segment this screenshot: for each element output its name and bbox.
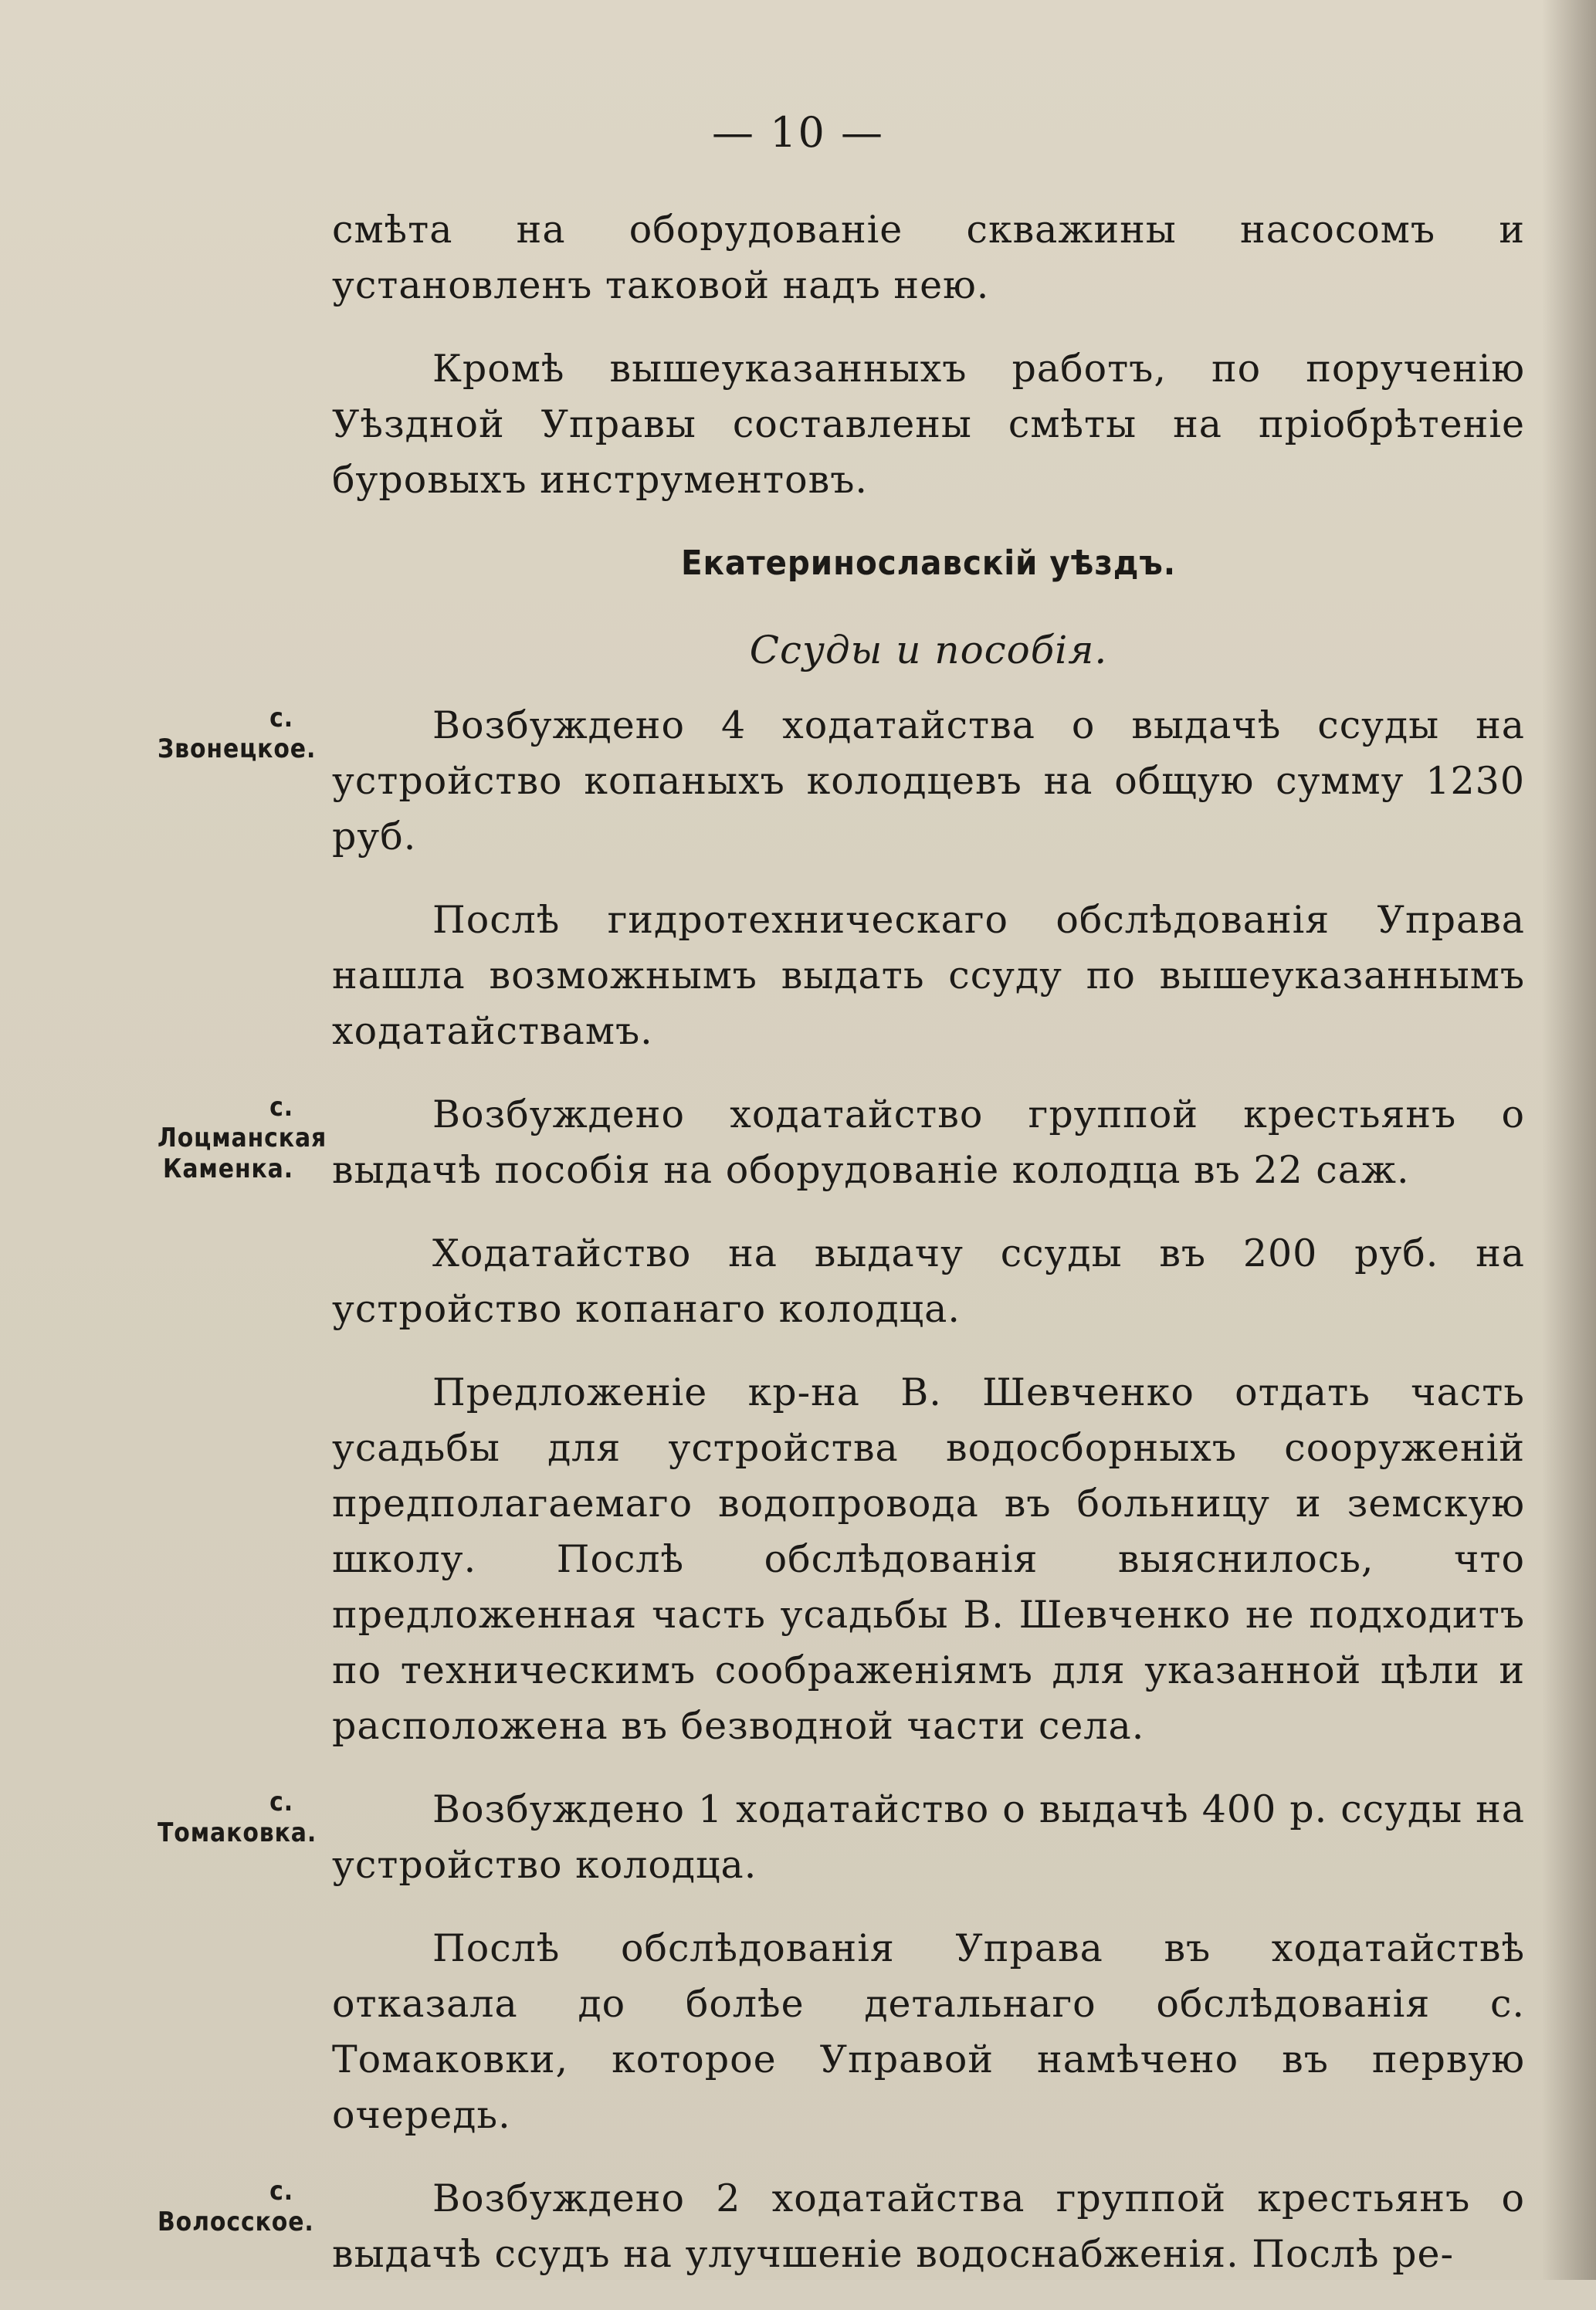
paragraph-intro-1: смѣта на оборудованіе скважины насосомъ и установленъ таковой надъ нею. bbox=[332, 208, 1525, 307]
margin-note-village: с. Томаковка. bbox=[158, 1787, 317, 1848]
margin-note-village: с. Лоцманская Каменка. bbox=[158, 1092, 327, 1184]
paragraph: Ходатайство на выдачу ссуды въ 200 руб. на устройство копанаго колодца. bbox=[332, 1231, 1525, 1331]
paragraph-intro-2: Кромѣ вышеуказанныхъ работъ, по порученію Уѣздной Управы составлены смѣты на пріобрѣтеніе буровыхъ инструментовъ. bbox=[332, 347, 1525, 502]
paragraph: Возбуждено ходатайство группой крестьянъ о выдачѣ пособія на оборудованіе колодца въ 22 саж. bbox=[332, 1092, 1525, 1192]
paragraph: Возбуждено 4 ходатайства о выдачѣ ссуды на устройство копаныхъ колодцевъ на общую сумму 1230 руб. bbox=[332, 703, 1525, 859]
page-edge-shadow bbox=[1542, 0, 1596, 2280]
village-block-zvonetskoe bbox=[158, 698, 1525, 1059]
margin-note-village: с. Волосское. bbox=[158, 2176, 314, 2237]
paragraph: Предложеніе кр-на В. Шевченко отдать часть усадьбы для устройства водосборныхъ сооруженій предполагаемаго водопровода въ больницу и земскую школу. Послѣ обслѣдованія выяснилось, что предложенная часть усадьбы В. Шевченко не подходитъ по техническимъ соображеніямъ для указанной цѣли и расположена въ безводной части села. bbox=[332, 1370, 1525, 1748]
paragraph: Возбуждено 2 ходатайства группой крестьянъ о выдачѣ ссудъ на улучшеніе водоснабженія. Послѣ ре- bbox=[332, 2176, 1525, 2276]
margin-note-village: с. Звонецкое. bbox=[158, 703, 317, 764]
document-body bbox=[158, 202, 1525, 2310]
paragraph: Возбуждено 1 ходатайство о выдачѣ 400 р. ссуды на устройство колодца. bbox=[332, 1787, 1525, 1887]
village-block-lotsmanskaya-kamenka bbox=[158, 1087, 1525, 1754]
village-block-tomakovka bbox=[158, 1782, 1525, 2143]
section-heading: Екатеринославскій уѣздъ. bbox=[680, 544, 1177, 583]
village-block-volosskoe bbox=[158, 2171, 1525, 2282]
page-number: — 10 — bbox=[711, 108, 885, 157]
paragraph: Послѣ гидротехническаго обслѣдованія Управа нашла возможнымъ выдать ссуду по вышеуказаннымъ ходатайствамъ. bbox=[332, 898, 1525, 1053]
paragraph: Послѣ обслѣдованія Управа въ ходатайствѣ отказала до болѣе детальнаго обслѣдованія с. Томаковки, которое Управой намѣчено въ первую очередь. bbox=[332, 1926, 1525, 2137]
section-subheading: Ссуды и пособія. bbox=[749, 628, 1108, 672]
